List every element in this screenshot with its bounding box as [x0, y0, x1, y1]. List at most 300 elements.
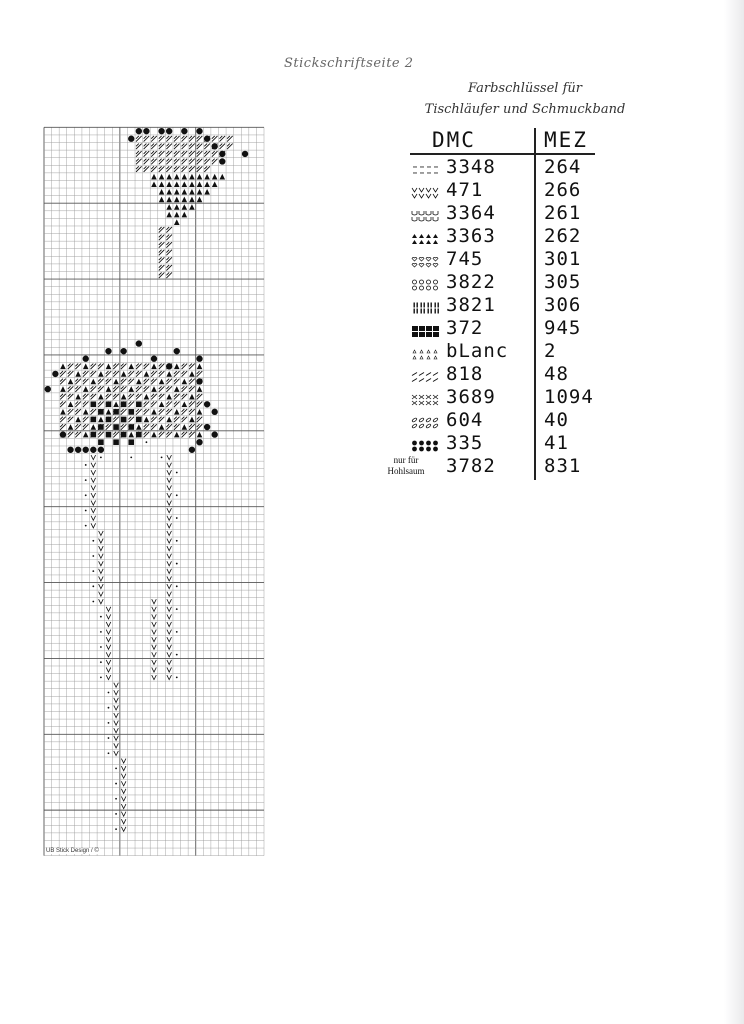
stitch-hatch: [182, 136, 188, 142]
stitch-hatch: [212, 151, 218, 157]
stitch-vee: [106, 614, 111, 619]
stitch-solid-dot: [83, 447, 89, 453]
key-title-line1: Farbschlüssel für: [467, 81, 582, 96]
stitch-triangle: [106, 386, 112, 392]
stitch-triangle: [166, 394, 172, 400]
dmc-number: 3822: [446, 271, 496, 293]
ovals-symbol-icon: [410, 414, 440, 426]
mez-number: 831: [544, 455, 582, 477]
stitch-hatch: [60, 394, 66, 400]
stitch-hatch: [166, 379, 172, 385]
stitch-vee: [99, 539, 104, 544]
stitch-triangle: [159, 424, 165, 430]
stitch-triangle: [98, 394, 104, 400]
stitch-hatch: [136, 136, 142, 142]
stitch-hatch: [106, 379, 112, 385]
stitch-vee: [91, 516, 96, 521]
stitch-vee: [121, 759, 126, 764]
mez-number: 2: [544, 340, 557, 362]
stitch-triangle: [182, 204, 188, 210]
stitch-square: [98, 409, 104, 415]
stitch-vee: [114, 690, 119, 695]
stitch-triangle: [121, 394, 127, 400]
stitch-hatch: [182, 386, 188, 392]
mez-number: 306: [544, 294, 582, 316]
stitch-triangle: [197, 432, 203, 438]
stitch-hatch: [83, 394, 89, 400]
stitch-hatch: [159, 272, 165, 278]
stitch-vee: [167, 569, 172, 574]
stitch-vee: [167, 455, 172, 460]
stitch-triangle: [128, 364, 134, 370]
key-note-line2: Hohlsaum: [387, 466, 425, 476]
stitch-triangle: [182, 181, 188, 187]
stitch-solid-dot: [242, 151, 248, 157]
dmc-number: 604: [446, 409, 484, 431]
stitch-vee: [114, 705, 119, 710]
key-row: [410, 225, 595, 248]
dmc-number: 372: [446, 317, 484, 339]
dmc-number: 335: [446, 432, 484, 454]
key-row: [410, 386, 595, 409]
key-row: [410, 294, 595, 317]
stitch-dot: [115, 768, 117, 770]
stitch-hatch: [159, 417, 165, 423]
stitch-vee: [167, 584, 172, 589]
stitch-hatch: [136, 364, 142, 370]
stitch-vee: [91, 523, 96, 528]
stitch-vee: [106, 622, 111, 627]
stitch-hatch: [166, 386, 172, 392]
stitch-hatch: [197, 136, 203, 142]
stitch-vee: [106, 637, 111, 642]
stitch-triangle: [174, 181, 180, 187]
stitch-hatch: [68, 432, 74, 438]
mez-number: 261: [544, 202, 582, 224]
stitch-hatch: [197, 166, 203, 172]
stitch-vee: [91, 463, 96, 468]
stitch-vee: [114, 728, 119, 733]
stitch-vee: [121, 781, 126, 786]
stitch-triangle: [197, 386, 203, 392]
stitch-triangle: [166, 189, 172, 195]
stitch-dot: [176, 608, 178, 610]
stitch-vee: [167, 667, 172, 672]
stitch-vee: [167, 637, 172, 642]
stitch-hatch: [144, 432, 150, 438]
stitch-hatch: [189, 136, 195, 142]
stitch-hatch: [212, 159, 218, 165]
stitch-vee: [91, 508, 96, 513]
stitch-triangle: [159, 181, 165, 187]
stitch-vee: [106, 645, 111, 650]
stitch-vee: [114, 713, 119, 718]
stitch-hatch: [128, 394, 134, 400]
stitch-dot: [176, 494, 178, 496]
circles-symbol-icon: [410, 276, 440, 288]
stitch-hatch: [227, 144, 233, 150]
stitch-hatch: [166, 409, 172, 415]
stitch-hatch: [128, 371, 134, 377]
stitch-vee: [106, 607, 111, 612]
stitch-triangle: [189, 174, 195, 180]
stitch-hatch: [83, 379, 89, 385]
stitch-square: [91, 417, 97, 423]
stitch-hatch: [75, 379, 81, 385]
stitch-hatch: [60, 417, 66, 423]
stitch-vee: [106, 667, 111, 672]
stitch-vee: [106, 660, 111, 665]
stitch-triangle: [197, 174, 203, 180]
stitch-dot: [108, 707, 110, 709]
stitch-hatch: [189, 151, 195, 157]
stitch-hatch: [166, 235, 172, 241]
stitch-triangle: [174, 174, 180, 180]
stitch-hatch: [219, 136, 225, 142]
stitch-triangle: [197, 364, 203, 370]
stitch-hatch: [68, 364, 74, 370]
stitch-hatch: [174, 424, 180, 430]
key-header: [410, 128, 595, 156]
stitch-dot: [176, 585, 178, 587]
stitch-hatch: [151, 151, 157, 157]
stitch-hatch: [166, 257, 172, 263]
stitch-hatch: [174, 371, 180, 377]
stitch-square: [106, 417, 112, 423]
stitch-dot: [146, 441, 148, 443]
stitch-triangle: [182, 379, 188, 385]
stitch-hatch: [151, 166, 157, 172]
stitch-vee: [99, 531, 104, 536]
stitch-solid-dot: [181, 128, 187, 134]
key-row: [410, 317, 595, 340]
stitch-triangle: [151, 432, 157, 438]
stitch-vee: [91, 501, 96, 506]
stitch-triangle: [174, 189, 180, 195]
key-row: [410, 179, 595, 202]
stitch-grid: [43, 125, 265, 858]
stitch-triangle: [212, 174, 218, 180]
scan-edge-shadow: [724, 0, 744, 1024]
stitch-vee: [99, 561, 104, 566]
stitch-triangle: [151, 409, 157, 415]
stitch-hatch: [159, 257, 165, 263]
stitch-hatch: [166, 250, 172, 256]
stitch-hatch: [166, 159, 172, 165]
stitch-square: [113, 409, 119, 415]
stitch-triangle: [113, 401, 119, 407]
stitch-vee: [99, 576, 104, 581]
stitch-triangle: [166, 174, 172, 180]
stitch-hatch: [68, 417, 74, 423]
stitch-triangle: [174, 197, 180, 203]
stitch-hatch: [144, 151, 150, 157]
stitch-vee: [121, 812, 126, 817]
mez-number: 40: [544, 409, 569, 431]
stitch-triangle: [68, 401, 74, 407]
stitch-vee: [152, 667, 157, 672]
stitch-hatch: [144, 401, 150, 407]
stitch-vee: [167, 576, 172, 581]
stitch-square: [136, 432, 142, 438]
stitch-vee: [114, 683, 119, 688]
stitch-triangle: [83, 432, 89, 438]
dmc-number: 471: [446, 179, 484, 201]
stitch-dot: [85, 464, 87, 466]
stitch-hatch: [136, 151, 142, 157]
header-rule: [410, 153, 595, 155]
stitch-vee: [152, 652, 157, 657]
stitch-hatch: [159, 144, 165, 150]
mez-column-header: MEZ: [544, 128, 588, 152]
stitch-square: [136, 401, 142, 407]
stitch-hatch: [159, 151, 165, 157]
stitch-solid-dot: [67, 447, 73, 453]
grid-lines: [44, 127, 264, 855]
stitch-hatch: [121, 386, 127, 392]
stitch-hatch: [182, 409, 188, 415]
stitch-hatch: [144, 166, 150, 172]
stitch-hatch: [166, 136, 172, 142]
stitch-hatch: [113, 386, 119, 392]
stitch-vee: [152, 622, 157, 627]
triangles-symbol-icon: [410, 230, 440, 242]
stitch-hatch: [128, 379, 134, 385]
stitch-triangle: [121, 371, 127, 377]
stitch-hatch: [159, 364, 165, 370]
stitch-hatch: [189, 379, 195, 385]
stitch-hatch: [151, 417, 157, 423]
stitch-square: [113, 424, 119, 430]
stitch-triangle: [197, 409, 203, 415]
stitch-hatch: [91, 409, 97, 415]
stitch-dot: [108, 722, 110, 724]
key-note: [380, 455, 432, 477]
stitch-hatch: [197, 151, 203, 157]
stitch-vee: [167, 478, 172, 483]
key-row: [410, 340, 595, 363]
stitch-vee: [121, 774, 126, 779]
stitch-dot: [161, 456, 163, 458]
stitch-triangle: [91, 424, 97, 430]
stitch-solid-dot: [174, 348, 180, 354]
stitch-vee: [167, 645, 172, 650]
stitch-vee: [152, 637, 157, 642]
stitch-hatch: [227, 136, 233, 142]
stitch-hatch: [136, 144, 142, 150]
stitch-triangle: [151, 181, 157, 187]
stitch-triangle: [128, 386, 134, 392]
dashes-symbol-icon: [410, 368, 440, 380]
key-title: [405, 78, 645, 120]
stitch-hatch: [144, 144, 150, 150]
stitch-vee: [91, 485, 96, 490]
stitch-square: [91, 401, 97, 407]
stitch-triangle: [174, 212, 180, 218]
stitch-square: [98, 439, 104, 445]
stitch-hatch: [151, 394, 157, 400]
stitch-solid-dot: [90, 447, 96, 453]
stitch-hatch: [151, 144, 157, 150]
stitch-hatch: [189, 401, 195, 407]
stitch-triangle: [83, 409, 89, 415]
stitch-hatch: [144, 364, 150, 370]
stitch-hatch: [113, 417, 119, 423]
stitch-vee: [106, 675, 111, 680]
key-row: [410, 202, 595, 225]
stitch-dot: [176, 563, 178, 565]
dmc-column-header: DMC: [432, 128, 476, 152]
stitch-dot: [92, 570, 94, 572]
stitch-vee: [152, 660, 157, 665]
stitch-vee: [167, 493, 172, 498]
stitch-vee: [99, 546, 104, 551]
stitch-vee: [114, 743, 119, 748]
mez-number: 305: [544, 271, 582, 293]
dmc-number: 3689: [446, 386, 496, 408]
stitch-hatch: [159, 386, 165, 392]
stitch-hatch: [197, 394, 203, 400]
stitch-vee: [121, 827, 126, 832]
stitch-vee: [167, 523, 172, 528]
stitch-hatch: [189, 409, 195, 415]
stitch-hatch: [197, 424, 203, 430]
stitch-vee: [167, 599, 172, 604]
mez-number: 41: [544, 432, 569, 454]
stitch-solid-dot: [204, 424, 210, 430]
stitch-vee: [167, 554, 172, 559]
dmc-number: 3821: [446, 294, 496, 316]
stitch-vee: [99, 569, 104, 574]
stitch-triangle: [159, 189, 165, 195]
stitch-triangle: [151, 386, 157, 392]
stitch-hatch: [197, 144, 203, 150]
stitch-hatch: [219, 144, 225, 150]
stitch-hatch: [166, 144, 172, 150]
stitch-vee: [167, 508, 172, 513]
stitch-dot: [100, 616, 102, 618]
stitch-triangle: [182, 189, 188, 195]
stitch-triangle: [182, 212, 188, 218]
stitch-square: [106, 401, 112, 407]
stitch-hatch: [189, 432, 195, 438]
stitch-hatch: [68, 386, 74, 392]
stitch-hatch: [83, 417, 89, 423]
stitch-hatch: [166, 432, 172, 438]
stitch-triangle: [182, 424, 188, 430]
stitch-hatch: [75, 386, 81, 392]
stitch-triangle: [189, 189, 195, 195]
dmc-number: 818: [446, 363, 484, 385]
stitch-hatch: [174, 151, 180, 157]
stitch-hatch: [128, 401, 134, 407]
stitch-hatch: [182, 364, 188, 370]
stitch-triangle: [144, 417, 150, 423]
stitch-vee: [121, 796, 126, 801]
stitch-hatch: [166, 151, 172, 157]
stitch-hatch: [204, 151, 210, 157]
stitch-vee: [167, 546, 172, 551]
stitch-dot: [85, 525, 87, 527]
stitch-square: [121, 401, 127, 407]
stitch-hatch: [174, 417, 180, 423]
stitch-triangle: [189, 371, 195, 377]
stitch-dot: [92, 601, 94, 603]
stitch-triangle: [98, 371, 104, 377]
stitch-vee: [167, 501, 172, 506]
stitch-triangle: [197, 197, 203, 203]
stitch-vee: [99, 554, 104, 559]
stitch-triangle: [219, 174, 225, 180]
stitch-triangle: [166, 212, 172, 218]
stitch-hatch: [204, 166, 210, 172]
stitch-hatch: [151, 401, 157, 407]
stitch-hatch: [91, 394, 97, 400]
stitch-hatch: [151, 371, 157, 377]
stitch-dot: [115, 813, 117, 815]
stitch-dot: [92, 540, 94, 542]
stitch-vee: [99, 592, 104, 597]
stitch-solid-dot: [219, 158, 225, 164]
stitch-vee: [114, 698, 119, 703]
stitch-triangle: [60, 386, 66, 392]
stitch-triangle: [182, 401, 188, 407]
stitch-hatch: [75, 401, 81, 407]
key-row: [410, 248, 595, 271]
stitch-dot: [115, 828, 117, 830]
stitch-solid-dot: [136, 340, 142, 346]
stitch-hatch: [75, 409, 81, 415]
stitch-dot: [108, 737, 110, 739]
stitch-hatch: [144, 379, 150, 385]
stitch-hatch: [189, 159, 195, 165]
stitch-solid-dot: [83, 356, 89, 362]
stitch-triangle: [182, 174, 188, 180]
stitch-hatch: [182, 417, 188, 423]
stitch-solid-dot: [212, 431, 218, 437]
stitch-vee: [167, 660, 172, 665]
stitch-hatch: [106, 394, 112, 400]
stitch-triangle: [204, 181, 210, 187]
stitch-hatch: [151, 159, 157, 165]
stitch-solid-dot: [105, 348, 111, 354]
stitch-hatch: [144, 409, 150, 415]
stitch-square: [121, 432, 127, 438]
stitch-dot: [176, 654, 178, 656]
dots-symbol-icon: [410, 161, 440, 173]
stitch-square: [121, 417, 127, 423]
stitch-triangle: [128, 432, 134, 438]
stitch-triangle: [68, 424, 74, 430]
stitch-hatch: [182, 166, 188, 172]
stitch-vee: [167, 622, 172, 627]
stitch-square: [91, 432, 97, 438]
stitch-hatch: [159, 394, 165, 400]
stitch-hatch: [144, 386, 150, 392]
stitch-dot: [85, 494, 87, 496]
stitch-solid-dot: [166, 128, 172, 134]
stitch-vee: [121, 804, 126, 809]
stitch-hatch: [197, 371, 203, 377]
stitch-triangle: [136, 424, 142, 430]
stitch-hatch: [166, 242, 172, 248]
stitch-dot: [130, 456, 132, 458]
stitch-hatch: [151, 424, 157, 430]
stitch-triangle: [166, 371, 172, 377]
stitch-dot: [100, 456, 102, 458]
stitch-vee: [167, 470, 172, 475]
stitch-hatch: [98, 401, 104, 407]
